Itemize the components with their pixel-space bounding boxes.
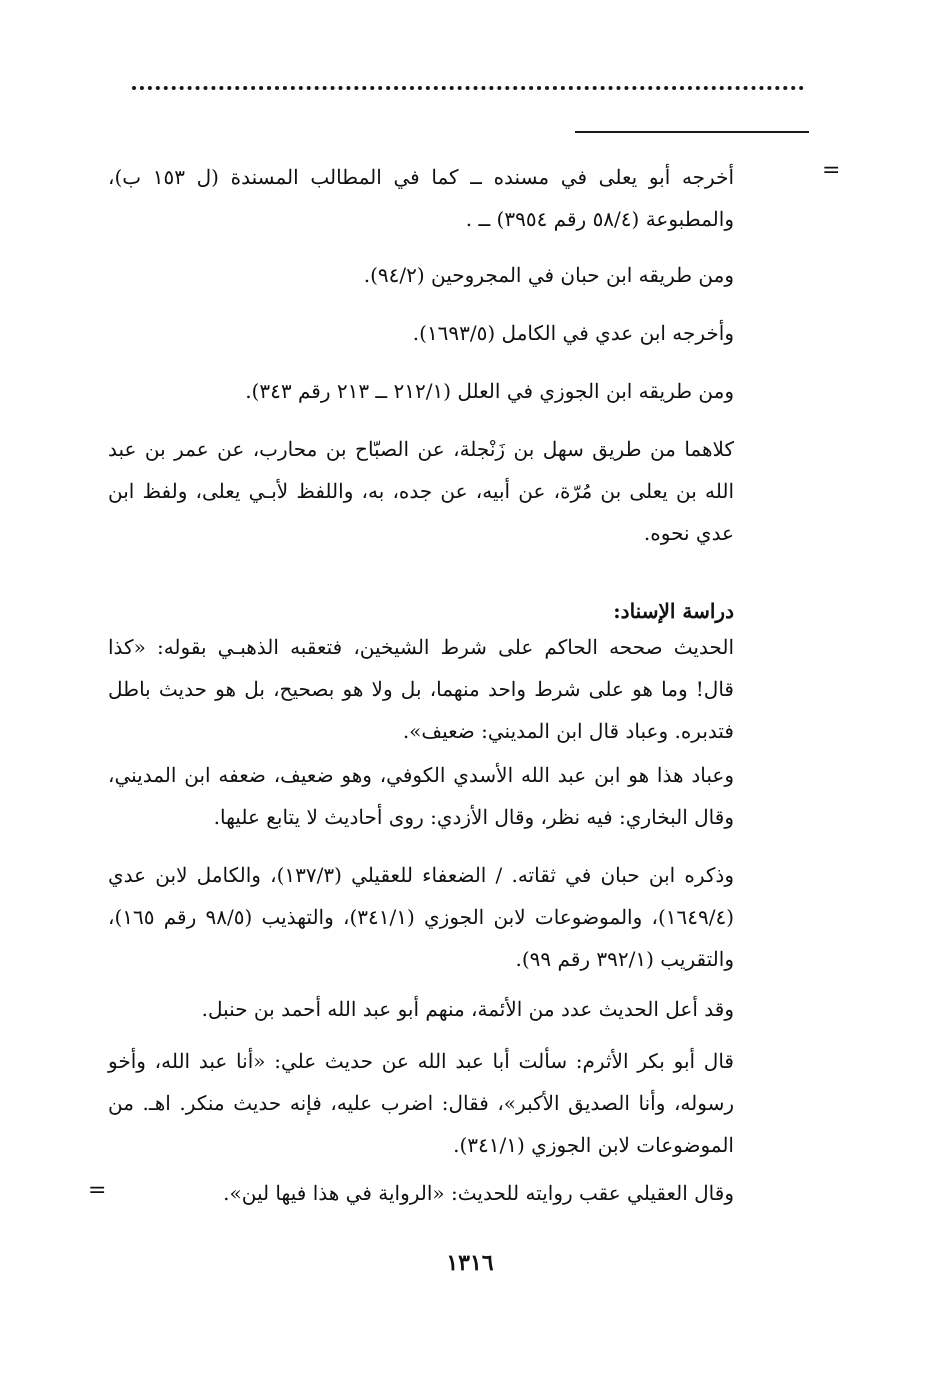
study-paragraph-1: الحديث صححه الحاكم على شرط الشيخين، فتعقبه الذهبـي بقوله: «كذا قال! وما هو على شرط واحد منهما، بل ولا هو بصحيح، بل هو حديث باطل فتدبره. وعباد قال ابن المديني: ضعيف».: [108, 635, 734, 743]
section-heading: دراسة الإسناد:: [613, 599, 734, 623]
study-paragraph-4: وقد أعل الحديث عدد من الأئمة، منهم أبو عبد الله أحمد بن حنبل.: [201, 997, 734, 1021]
page-number: ١٣١٦: [446, 1250, 494, 1276]
footnote-paragraph-4: ومن طريقه ابن الجوزي في العلل (٢١٢/١ ــ ٢١٣ رقم ٣٤٣).: [245, 379, 734, 403]
footnote-paragraph-1: أخرجه أبو يعلى في مسنده ــ كما في المطالب المسندة (ل ١٥٣ ب)، والمطبوعة (٥٨/٤ رقم ٣٩٥٤) ــ .: [108, 165, 734, 231]
continuation-mark-top: =: [822, 158, 841, 183]
footnote-rule: [575, 131, 809, 133]
study-paragraph-2: وعباد هذا هو ابن عبد الله الأسدي الكوفي، وهو ضعيف، ضعفه ابن المديني، وقال البخاري: فيه نظر، وقال الأزدي: روى أحاديث لا يتابع عليها.: [108, 763, 734, 829]
study-paragraph-5: قال أبو بكر الأثرم: سألت أبا عبد الله عن حديث علي: «أنا عبد الله، وأخو رسوله، وأنا الصديق الأكبر»، فقال: اضرب عليه، فإنه حديث منكر. اهـ. من الموضوعات لابن الجوزي (٣٤١/١).: [108, 1049, 734, 1157]
dotted-separator: [132, 86, 804, 90]
study-paragraph-3: وذكره ابن حبان في ثقاته. / الضعفاء للعقيلي (١٣٧/٣)، والكامل لابن عدي (١٦٤٩/٤)، والموضوعات لابن الجوزي (٣٤١/١)، والتهذيب (٩٨/٥ رقم ١٦٥)، والتقريب (٣٩٢/١ رقم ٩٩).: [108, 863, 735, 971]
study-paragraph-6: وقال العقيلي عقب روايته للحديث: «الرواية في هذا فيها لين».: [223, 1181, 734, 1205]
footnote-paragraph-2: ومن طريقه ابن حبان في المجروحين (٩٤/٢).: [363, 263, 734, 287]
footnote-paragraph-5: كلاهما من طريق سهل بن زَنْجلة، عن الصبّاح بن محارب، عن عمر بن عبد الله بن يعلى بن مُرّة، عن أبيه، عن جده، به، واللفظ لأبـي يعلى، ولفظ ابن عدي نحوه.: [108, 437, 734, 545]
footnote-paragraph-3: وأخرجه ابن عدي في الكامل (١٦٩٣/٥).: [412, 321, 734, 345]
continuation-mark-bottom: =: [88, 1178, 107, 1203]
